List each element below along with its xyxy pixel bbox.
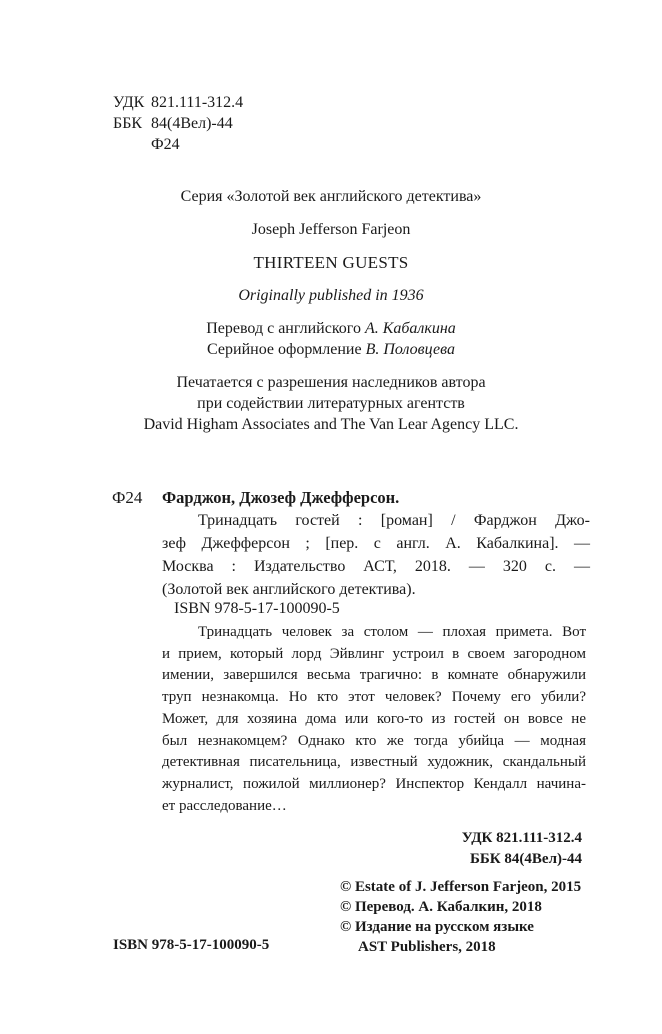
udk-label: УДК bbox=[113, 94, 145, 111]
bbk-row bbox=[113, 113, 243, 134]
copyright-line: AST Publishers, 2018 bbox=[358, 939, 496, 955]
translation-label: Перевод с английского bbox=[206, 320, 365, 337]
author-mark: Ф24 bbox=[112, 488, 143, 507]
udk-row bbox=[113, 92, 243, 113]
series-line: Серия «Золотой век английского детектива» bbox=[180, 188, 482, 205]
isbn-footer: ISBN 978-5-17-100090-5 bbox=[113, 937, 270, 953]
original-title: THIRTEEN GUESTS bbox=[253, 253, 409, 272]
original-publication: Originally published in 1936 bbox=[238, 287, 424, 304]
annotation-line: имении, завершился весьма трагично: в комнате обнаружили bbox=[162, 667, 586, 684]
copyright-line: © Перевод. А. Кабалкин, 2018 bbox=[340, 899, 542, 915]
bbk-label: ББК bbox=[113, 115, 143, 132]
udk-code-right: УДК 821.111-312.4 bbox=[461, 830, 582, 846]
classification-codes bbox=[113, 92, 243, 155]
annotation-line: был незнакомцем? Однако кто же тогда убийца — модная bbox=[162, 732, 586, 749]
annotation-line: журналист, пожилой миллионер? Инспектор Кендалл начина- bbox=[162, 775, 586, 792]
bbk-code-right: ББК 84(4Вел)-44 bbox=[469, 851, 582, 867]
udk-code: 821.111-312.4 bbox=[151, 94, 244, 111]
record-line: зеф Джефферсон ; [пер. с англ. А. Кабалкина]. — bbox=[162, 535, 590, 552]
original-author: Joseph Jefferson Farjeon bbox=[251, 221, 411, 238]
permission-line-3: David Higham Associates and The Van Lear Agency LLC. bbox=[143, 416, 519, 433]
annotation-line: Может, для хозяина дома или кого-то из гостей он вовсе не bbox=[162, 710, 586, 727]
isbn-record: ISBN 978-5-17-100090-5 bbox=[174, 600, 340, 617]
annotation-line: детективная писательница, известный художник, скандальный bbox=[162, 754, 586, 771]
annotation-line: и прием, который лорд Эйвлинг устроил в своем загородном bbox=[162, 645, 586, 662]
author-heading: Фарджон, Джозеф Джефферсон. bbox=[162, 488, 400, 507]
design-credit bbox=[0, 339, 662, 360]
annotation-line: Тринадцать человек за столом — плохая примета. Вот bbox=[198, 624, 586, 640]
bbk-code: 84(4Вел)-44 bbox=[151, 115, 233, 132]
annotation-line: ет расследование… bbox=[162, 797, 287, 814]
permission-line-2: при содействии литературных агентств bbox=[197, 395, 465, 412]
translator-name: А. Кабалкина bbox=[364, 320, 456, 337]
author-mark-top: Ф24 bbox=[151, 136, 180, 153]
record-line: (Золотой век английского детектива). bbox=[162, 581, 416, 598]
copyright-block bbox=[340, 877, 581, 957]
annotation bbox=[162, 622, 586, 817]
record-line: Тринадцать гостей : [роман] / Фарджон Джо- bbox=[198, 512, 590, 529]
copyright-line: © Estate of J. Jefferson Farjeon, 2015 bbox=[340, 879, 582, 895]
design-label: Серийное оформление bbox=[207, 341, 366, 358]
permission-line-1: Печатается с разрешения наследников автора bbox=[176, 374, 486, 391]
translation-credit bbox=[0, 318, 662, 339]
bibliographic-body bbox=[162, 486, 590, 601]
record-line: Москва : Издательство АСТ, 2018. — 320 с. — bbox=[162, 558, 590, 575]
designer-name: В. Половцева bbox=[365, 341, 455, 358]
classification-codes-right bbox=[462, 828, 582, 870]
annotation-line: труп незнакомца. Но кто этот человек? Почему его убили? bbox=[162, 689, 586, 706]
copyright-line: © Издание на русском языке bbox=[340, 919, 534, 935]
